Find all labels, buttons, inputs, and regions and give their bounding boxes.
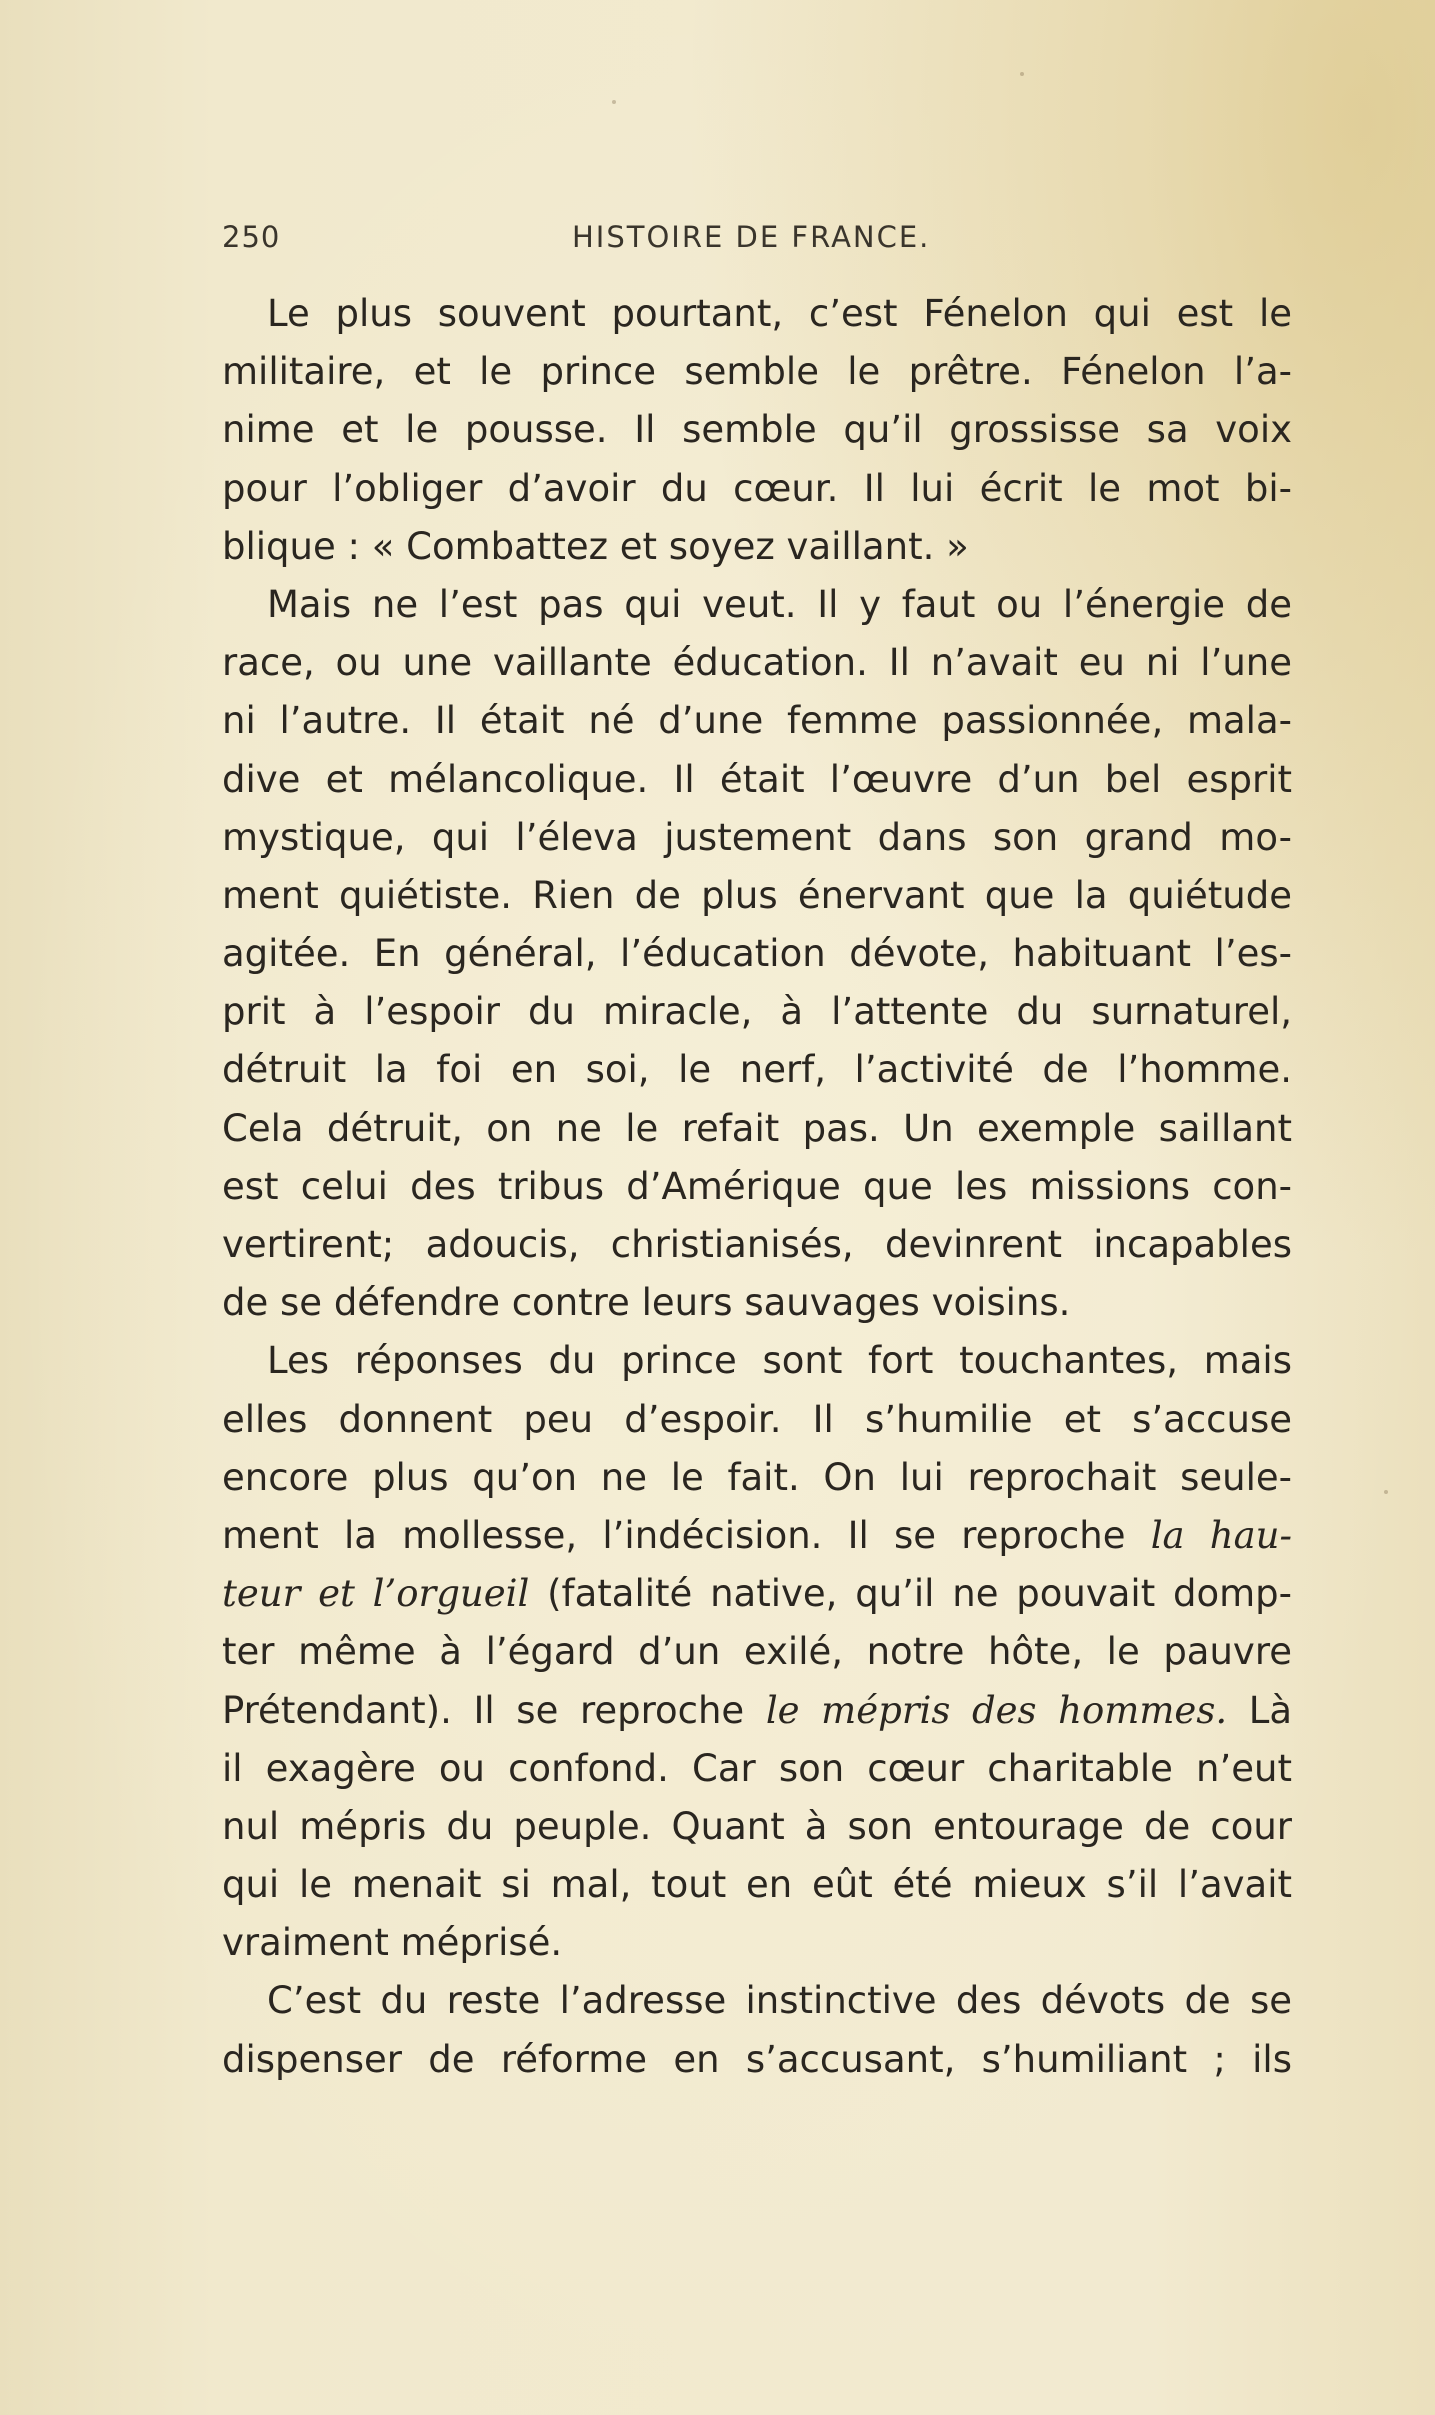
text-line: vraiment méprisé.	[222, 1921, 563, 1965]
body-text	[222, 285, 1292, 2089]
text-line: de se défendre contre leurs sauvages voisins.	[222, 1281, 1071, 1325]
paper-speck	[1020, 72, 1024, 76]
text-line: est celui des tribus d’Amérique que les missions con-	[222, 1164, 1292, 1208]
text-line: blique : « Combattez et soyez vaillant. »	[222, 524, 969, 568]
italic-segment: teur et	[222, 1572, 355, 1616]
text-segment: Prétendant). Il se reproche	[222, 1688, 745, 1732]
text-line-with-italic	[222, 1682, 1292, 1740]
text-segment: Là	[1248, 1688, 1293, 1732]
text-line-with-italic	[222, 1565, 1292, 1623]
text-line: encore plus qu’on ne le fait. On lui reprochait seule-	[222, 1455, 1292, 1499]
text-line: ment quiétiste. Rien de plus énervant que la quiétude	[222, 873, 1292, 917]
text-line: prit à l’espoir du miracle, à l’attente du surnaturel,	[222, 990, 1292, 1034]
text-line: vertirent; adoucis, christianisés, devinrent incapables	[222, 1223, 1292, 1266]
text-line: nime et le pousse. Il semble qu’il grossisse sa voix	[222, 408, 1292, 452]
text-line: nul mépris du peuple. Quant à son entourage de cour	[222, 1804, 1292, 1848]
text-line: Le plus souvent pourtant, c’est Fénelon qui est le	[267, 292, 1292, 335]
running-head	[222, 220, 992, 260]
italic-segment: la hau-	[1150, 1513, 1293, 1557]
text-segment: ment la mollesse, l’indécision. Il se reproche	[222, 1513, 1126, 1557]
text-line: ni l’autre. Il était né d’une femme passionnée, mala-	[222, 699, 1292, 743]
text-line-with-italic	[222, 1507, 1292, 1565]
running-title: HISTOIRE DE FRANCE.	[572, 220, 931, 254]
text-line: Mais ne l’est pas qui veut. Il y faut ou l’énergie de	[267, 582, 1292, 626]
text-line: pour l’obliger d’avoir du cœur. Il lui écrit le mot bi-	[222, 466, 1292, 510]
text-segment: (fatalité native, qu’il ne pouvait domp-	[547, 1572, 1293, 1616]
paper-speck	[1384, 1490, 1388, 1494]
text-line: qui le menait si mal, tout en eût été mieux s’il l’avait	[222, 1863, 1292, 1907]
italic-segment: le mépris des hommes.	[765, 1688, 1228, 1732]
text-line: race, ou une vaillante éducation. Il n’avait eu ni l’une	[222, 641, 1292, 685]
text-line: Les réponses du prince sont fort touchantes, mais	[267, 1339, 1292, 1383]
italic-segment: l’orgueil	[372, 1572, 530, 1616]
paper-speck	[612, 100, 616, 104]
text-line: mystique, qui l’éleva justement dans son grand mo-	[222, 815, 1292, 859]
text-line: dispenser de réforme en s’accusant, s’humiliant ; ils	[222, 2037, 1292, 2081]
text-line: agitée. En général, l’éducation dévote, habituant l’es-	[222, 932, 1292, 976]
text-line: militaire, et le prince semble le prêtre. Fénelon l’a-	[222, 350, 1292, 394]
text-line: C’est du reste l’adresse instinctive des dévots de se	[267, 1979, 1292, 2023]
text-line: détruit la foi en soi, le nerf, l’activité de l’homme.	[222, 1048, 1292, 1092]
page-number: 250	[222, 220, 281, 254]
text-line: dive et mélancolique. Il était l’œuvre d’un bel esprit	[222, 757, 1292, 801]
text-line: ter même à l’égard d’un exilé, notre hôte, le pauvre	[222, 1630, 1292, 1674]
text-line: elles donnent peu d’espoir. Il s’humilie et s’accuse	[222, 1397, 1292, 1441]
text-line: Cela détruit, on ne le refait pas. Un exemple saillant	[222, 1106, 1292, 1150]
text-line: il exagère ou confond. Car son cœur charitable n’eut	[222, 1746, 1292, 1790]
